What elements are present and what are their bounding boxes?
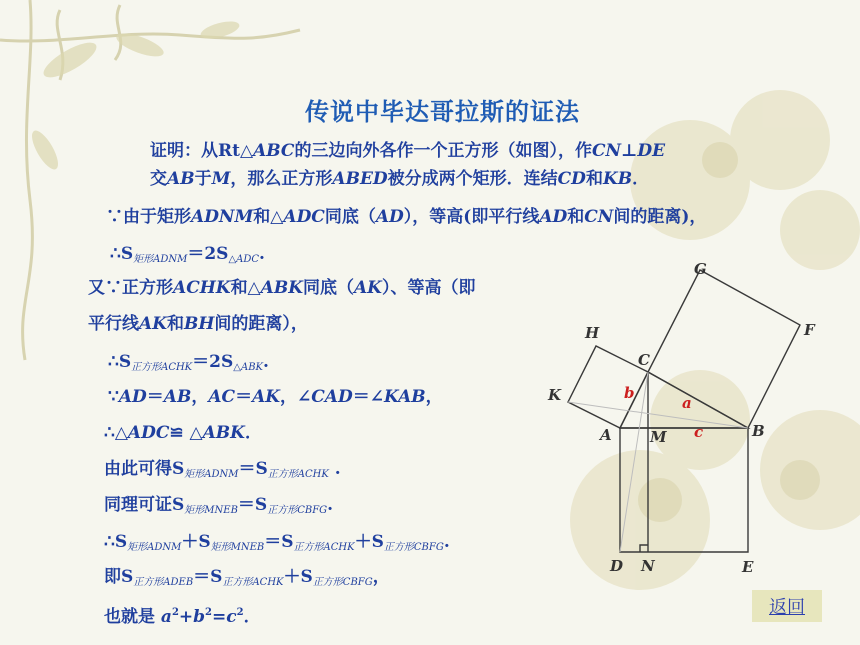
side-label-b: b — [624, 384, 635, 402]
point-label-e: E — [742, 558, 754, 576]
proof-line-2: 交AB于M，那么正方形ABED被分成两个矩形．连结CD和KB． — [150, 169, 650, 189]
point-label-n: N — [641, 557, 655, 575]
right-angle-mark — [640, 545, 648, 552]
proof-line-11: 同理可证$S_{矩形MNEB}=S_{正方形CBFG}$. — [104, 495, 334, 516]
square-cbfg — [648, 270, 800, 428]
point-label-g: G — [694, 260, 707, 278]
proof-line-8: ∵AD＝AB，AC＝AK，∠CAD＝∠KAB， — [108, 387, 443, 407]
point-label-f: F — [804, 321, 815, 339]
point-label-m: M — [650, 428, 667, 446]
point-label-d: D — [610, 557, 624, 575]
page-title: 传说中毕达哥拉斯的证法 — [305, 98, 580, 126]
point-label-h: H — [585, 324, 600, 342]
point-label-k: K — [548, 386, 562, 404]
proof-line-13: 即$S_{正方形ADEB}=S_{正方形ACHK}+S_{正方形CBFG}$， — [104, 567, 390, 588]
proof-line-6: 平行线AK和BH间的距离）， — [88, 314, 308, 334]
proof-line-14: 也就是 $a^2+b^2=c^2$． — [104, 607, 261, 627]
square-abed — [620, 428, 748, 552]
proof-line-10: 由此可得$S_{矩形ADNM}=S_{正方形ACHK}$ . — [104, 459, 341, 480]
side-label-c: c — [694, 423, 704, 441]
side-label-a: a — [682, 394, 692, 412]
proof-line-4: $\therefore S_{矩形ADNM}=2S_{\triangle ADC}$. — [110, 244, 265, 265]
back-button[interactable]: 返回 — [752, 590, 822, 622]
proof-line-12: $\therefore S_{矩形ADNM}+S_{矩形MNEB}=S_{正方形ACHK}+S_{正方形CBFG}$. — [104, 532, 450, 553]
proof-line-3: ∵由于矩形ADNM和△ADC同底（AD），等高(即平行线AD和CN间的距离)， — [106, 207, 707, 227]
pythagoras-diagram — [540, 255, 830, 585]
proof-line-9: ∴△ADC≌ △ABK． — [104, 423, 262, 443]
proof-line-1: 证明：从Rt△ABC的三边向外各作一个正方形（如图），作CN⊥DE — [150, 141, 666, 161]
proof-line-7: $\therefore S_{正方形ACHK}=2S_{\triangle ABK}$. — [108, 352, 269, 373]
square-achk — [568, 346, 648, 428]
point-label-b: B — [752, 422, 765, 440]
proof-line-5: 又∵正方形ACHK和△ABK同底（AK）、等高（即 — [88, 278, 476, 298]
point-label-c: C — [638, 351, 650, 369]
point-label-a: A — [600, 426, 612, 444]
